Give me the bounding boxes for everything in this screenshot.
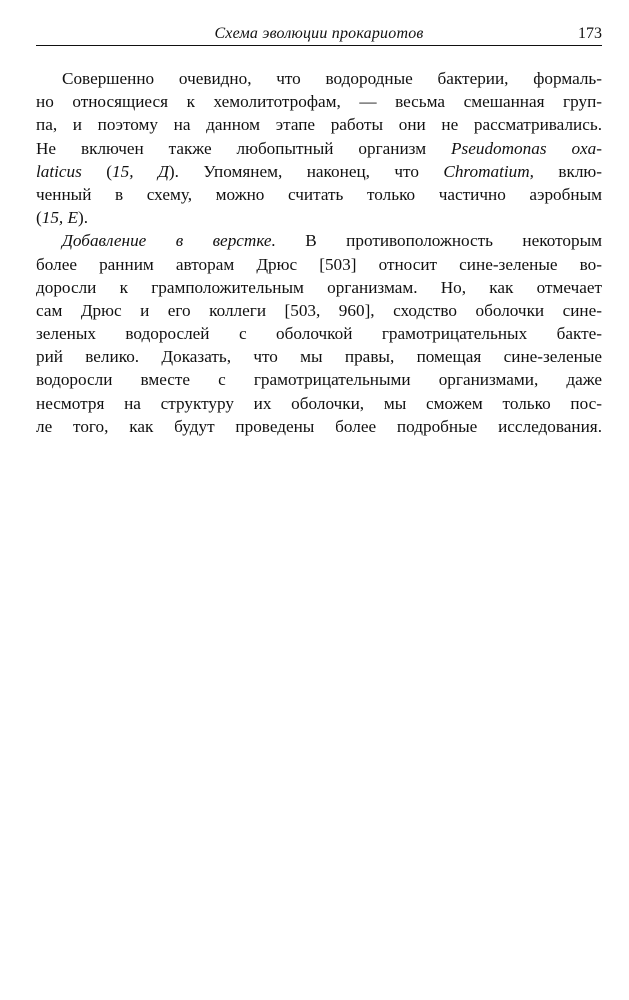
running-head-title: Схема эволюции прокариотов <box>214 25 424 42</box>
text-line <box>36 206 602 229</box>
text-line <box>36 392 602 415</box>
figure-reference: 15, Е <box>41 208 79 228</box>
text-segment: Совершенно очевидно, что водородные бактерии, формаль- <box>62 69 602 88</box>
text-segment: ченный в схему, можно считать только частично аэробным <box>36 184 602 204</box>
text-segment: вклю- <box>533 161 602 181</box>
running-head <box>36 24 602 46</box>
body-text <box>36 67 602 438</box>
text-line <box>36 345 602 368</box>
text-line <box>36 299 602 322</box>
text-line <box>36 90 602 113</box>
text-line <box>36 113 602 136</box>
species-name: Pseudomonas oxa- <box>451 138 603 158</box>
text-segment: доросли к грамположительным организмам. Но, как отмечает <box>36 277 602 297</box>
text-line <box>36 160 602 183</box>
text-segment: несмотря на структуру их оболочки, мы сможем только пос- <box>36 393 602 413</box>
text-segment: па, и поэтому на данном этапе работы они не рассматривались. <box>36 115 602 135</box>
text-segment: зеленых водорослей с оболочкой грамотрицательных бакте- <box>36 324 602 344</box>
text-segment: более ранним авторам Дрюс [503] относит сине-зеленые во- <box>36 254 602 274</box>
paragraph-2 <box>36 229 602 438</box>
text-segment: рий велико. Доказать, что мы правы, помещая сине-зеленые <box>36 347 602 367</box>
text-segment: но относящиеся к хемолитотрофам, — весьма смешанная груп- <box>36 92 602 112</box>
header-rule <box>36 45 602 46</box>
species-name: laticus <box>36 161 82 181</box>
text-segment: ( <box>81 161 113 181</box>
text-line <box>36 229 602 252</box>
text-line <box>36 415 602 438</box>
addendum-heading: Добавление в верстке. <box>62 231 276 251</box>
paragraph-1 <box>36 67 602 229</box>
text-line <box>36 137 602 160</box>
text-segment: сам Дрюс и его коллеги [503, 960], сходство оболочки сине- <box>36 300 602 320</box>
text-segment: В противоположность некоторым <box>275 231 603 251</box>
text-line <box>36 322 602 345</box>
text-segment: водоросли вместе с грамотрицательными организмами, даже <box>36 370 602 390</box>
text-line <box>36 276 602 299</box>
text-segment: ). <box>78 208 89 228</box>
text-segment: Не включен также любопытный организм <box>36 138 452 158</box>
text-line <box>36 253 602 276</box>
text-line <box>36 368 602 391</box>
text-segment: ). Упомянем, наконец, что <box>168 161 444 181</box>
text-line <box>36 183 602 206</box>
genus-name: Chromatium, <box>443 161 534 181</box>
text-line <box>36 67 602 90</box>
text-segment: ле того, как будут проведены более подробные исследования. <box>36 416 602 436</box>
figure-reference: 15, Д <box>112 161 169 181</box>
page-number: 173 <box>578 25 602 42</box>
text-segment: ( <box>36 208 42 228</box>
